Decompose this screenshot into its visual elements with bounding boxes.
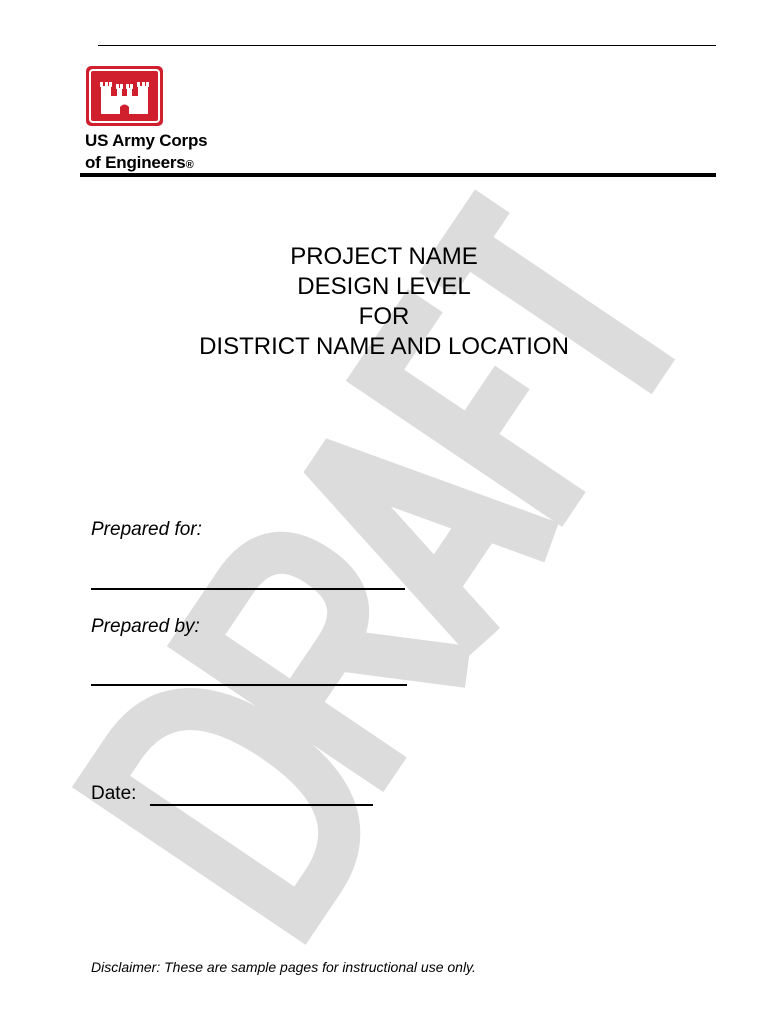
prepared-for-label: Prepared for: [91, 519, 202, 540]
org-name [85, 130, 207, 176]
registered-mark: ® [185, 159, 194, 171]
castle-logo [86, 66, 163, 126]
title-line-project: PROJECT NAME [290, 243, 478, 270]
prepared-by-label: Prepared by: [91, 616, 200, 637]
castle-icon [86, 66, 163, 126]
title-line-for: FOR [358, 303, 410, 330]
title-line-design-level: DESIGN LEVEL [297, 273, 471, 300]
disclaimer: Disclaimer: These are sample pages for instructional use only. [91, 959, 476, 975]
header-rule [80, 173, 716, 177]
date-label: Date: [91, 783, 137, 804]
org-name-line1: US Army Corps [85, 131, 208, 150]
date-blank [150, 804, 373, 806]
prepared-for-blank [91, 588, 405, 590]
top-rule [98, 45, 716, 46]
prepared-by-blank [91, 684, 407, 686]
title-line-district: DISTRICT NAME AND LOCATION [199, 333, 569, 360]
org-name-line2: of Engineers [85, 153, 186, 172]
document-title [0, 242, 768, 362]
